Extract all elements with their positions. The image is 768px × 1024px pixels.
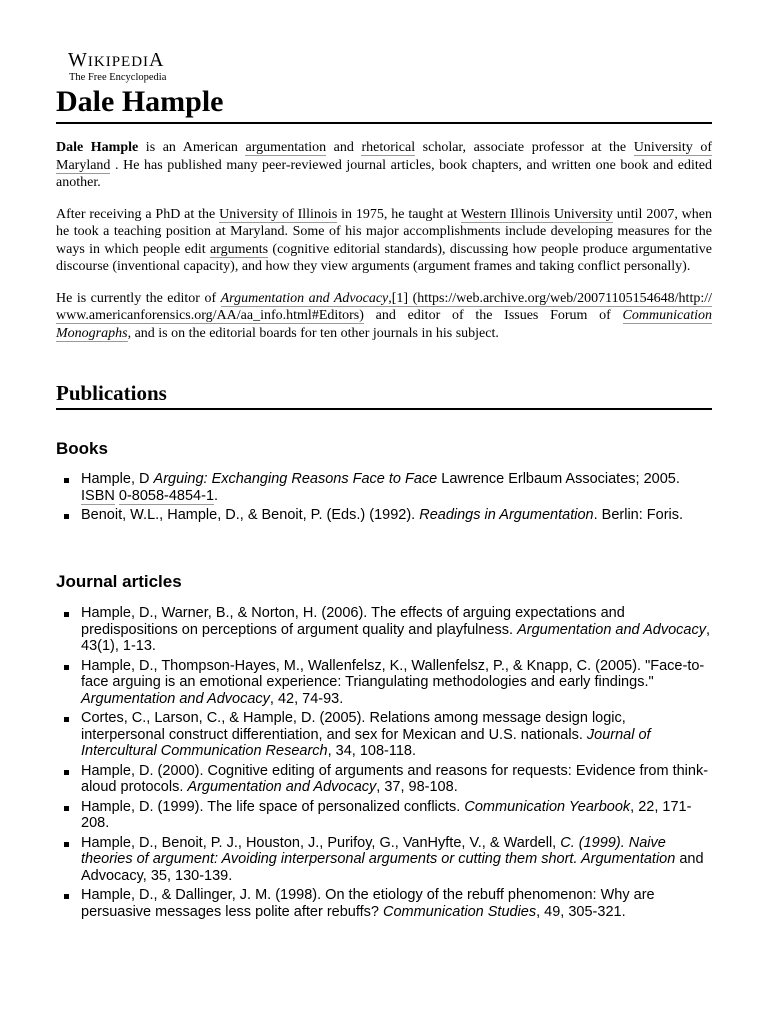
list-item: Hample, D., Benoit, P. J., Houston, J., Purifoy, G., VanHyfte, V., & Wardell, C. (1999). Naive theories of argument: Avoiding interpersonal arguments or cutting them short. Argumentation and Advocacy, 35, 130-139. — [56, 835, 712, 885]
link-university-of-maryland[interactable]: University of Maryland — [56, 140, 713, 173]
link-arguments[interactable]: arguments — [209, 241, 269, 257]
list-item: Benoit, W.L., Hample, D., & Benoit, P. (Eds.) (1992). Readings in Argumentation. Berlin: Foris. — [56, 507, 712, 524]
list-item: Hample, D Arguing: Exchanging Reasons Face to Face Lawrence Erlbaum Associates; 2005. ISBN 0-8058-4854-1. — [56, 471, 712, 504]
link-argumentation-and-advocacy[interactable]: Argumentation and Advocacy — [220, 290, 389, 306]
intro-paragraph-3: He is currently the editor of Argumentation and Advocacy,[1] (https://web.archive.org/web/20071105154648/http://www.americanforensics.org/AA/aa_info.html#Editors) and editor of the Issues Forum of Communication Monographs, and is on the editorial boards for ten other journals in his subject. — [56, 290, 712, 341]
list-item: Hample, D., & Dallinger, J. M. (1998). On the etiology of the rebuff phenomenon: Why are persuasive messages less polite after rebuffs? Communication Studies, 49, 305-321. — [56, 887, 712, 920]
link-communication-monographs[interactable]: Communication Monographs — [56, 308, 712, 341]
link-rhetorical[interactable]: rhetorical — [361, 140, 416, 155]
books-list — [56, 471, 712, 527]
link-argumentation[interactable]: argumentation — [245, 140, 327, 155]
link-western-illinois-university[interactable]: Western Illinois University — [460, 206, 613, 222]
intro-paragraph-1: Dale Hample is an American argumentation and rhetorical scholar, associate professor at the University of Maryland . He has published many peer-reviewed journal articles, book chapters, and written one book and edited another. — [56, 140, 713, 190]
logo-tagline: The Free Encyclopedia — [69, 72, 167, 83]
isbn-number-link[interactable]: 0-8058-4854-1 — [118, 487, 215, 504]
books-heading: Books — [56, 439, 108, 458]
list-item: Cortes, C., Larson, C., & Hample, D. (2005). Relations among message design logic, interpersonal construct differentiation, and sex for Mexican and U.S. nationals. Journal of Intercultural Communication Research, 34, 108-118. — [56, 710, 712, 760]
journal-articles-heading: Journal articles — [56, 572, 182, 591]
subject-name: Dale Hample — [56, 140, 139, 155]
list-item: Hample, D. (2000). Cognitive editing of arguments and reasons for requests: Evidence from think-aloud protocols. Argumentation and Advocacy, 37, 98-108. — [56, 763, 712, 796]
citation-link-1[interactable]: ,[1] (https://web.archive.org/web/20071105154648/http://www.americanforensics.org/AA/aa_info.html#Editors) — [56, 290, 712, 323]
wikipedia-logo[interactable] — [68, 50, 166, 84]
intro-paragraph-2: After receiving a PhD at the University of Illinois in 1975, he taught at Western Illinois University until 2007, when he took a teaching position at Maryland. Some of his major accomplishments include developing measures for the ways in which people edit arguments (cognitive editorial standards), discussing how people produce argumentative discourse (inventional capacity), and how they view arguments (argument frames and taking conflict personally). — [56, 206, 713, 274]
logo-wordmark: WIKIPEDIA — [68, 49, 165, 71]
page-title: Dale Hample — [56, 84, 712, 124]
journal-articles-list — [56, 605, 712, 923]
isbn-link[interactable]: ISBN — [81, 487, 115, 504]
publications-heading: Publications — [56, 380, 712, 410]
list-item: Hample, D., Thompson-Hayes, M., Wallenfelsz, K., Wallenfelsz, P., & Knapp, C. (2005). "Face-to-face arguing is an emotional experience: Triangulating methodologies and early findings." Argumentation and Advocacy, 42, 74-93. — [56, 658, 712, 708]
list-item: Hample, D. (1999). The life space of personalized conflicts. Communication Yearbook, 22, 171-208. — [56, 799, 712, 832]
list-item: Hample, D., Warner, B., & Norton, H. (2006). The effects of arguing expectations and predispositions on perceptions of argument quality and playfulness. Argumentation and Advocacy, 43(1), 1-13. — [56, 605, 712, 655]
link-university-of-illinois[interactable]: University of Illinois — [219, 206, 338, 222]
intro-section — [56, 139, 712, 356]
